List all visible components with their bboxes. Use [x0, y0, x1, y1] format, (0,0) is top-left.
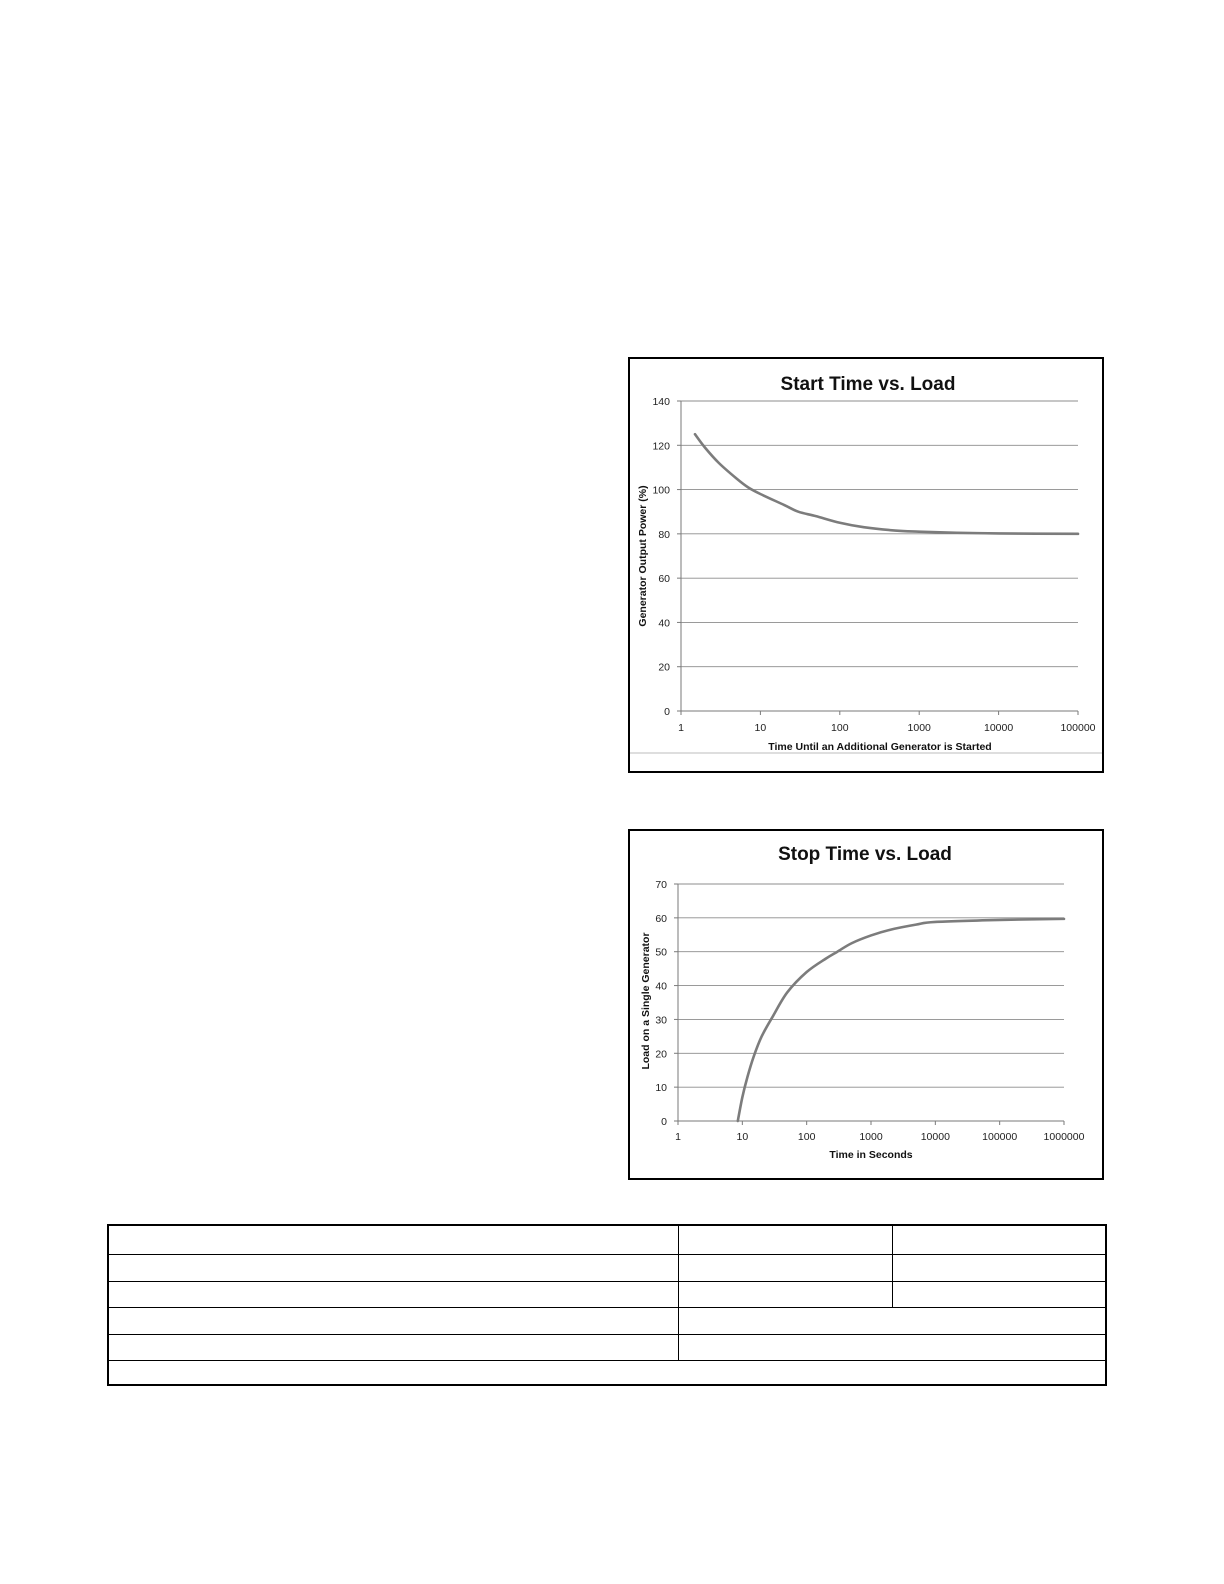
- x-tick-label: 10000: [983, 722, 1014, 734]
- x-tick-label: 1000: [907, 722, 931, 734]
- x-tick-label: 1000: [859, 1131, 883, 1143]
- stop-time-chart: [628, 829, 1104, 1180]
- y-axis-title: Generator Output Power (%): [637, 485, 649, 627]
- chart-title: Start Time vs. Load: [780, 374, 956, 395]
- x-tick-label: 100: [831, 722, 849, 734]
- x-tick-label: 1: [675, 1131, 681, 1143]
- chart-title: Stop Time vs. Load: [778, 844, 952, 865]
- stop-time-chart-svg: [628, 829, 1104, 1180]
- x-axis-title: Time Until an Additional Generator is Started: [768, 741, 992, 753]
- empty-table: [107, 1224, 1107, 1386]
- y-tick-label: 120: [652, 440, 670, 453]
- y-tick-label: 0: [661, 1116, 667, 1128]
- y-tick-label: 140: [652, 396, 670, 408]
- y-tick-label: 20: [658, 661, 670, 674]
- x-tick-label: 100000: [1060, 722, 1096, 734]
- table-row-divider: [109, 1307, 1105, 1308]
- x-axis-title: Time in Seconds: [829, 1149, 913, 1161]
- y-tick-label: 80: [658, 528, 670, 541]
- x-tick-label: 1000000: [1043, 1131, 1085, 1143]
- table-column-divider: [892, 1226, 893, 1307]
- x-tick-label: 100: [797, 1131, 816, 1143]
- x-tick-label: 1: [678, 722, 684, 734]
- table-row-divider: [109, 1334, 1105, 1335]
- chart-frame: [629, 358, 1103, 772]
- x-tick-label: 10: [754, 722, 767, 734]
- x-tick-label: 10: [736, 1131, 749, 1143]
- y-tick-label: 20: [655, 1048, 667, 1061]
- chart-frame: [629, 830, 1103, 1179]
- y-tick-label: 50: [655, 946, 667, 959]
- table-column-divider: [678, 1226, 679, 1360]
- table-row-divider: [109, 1281, 1105, 1282]
- y-tick-label: 60: [658, 573, 670, 586]
- start-time-chart: [628, 357, 1104, 773]
- table-row-divider: [109, 1254, 1105, 1255]
- x-tick-label: 10000: [920, 1131, 950, 1143]
- y-tick-label: 100: [652, 484, 670, 497]
- y-tick-label: 10: [655, 1082, 667, 1095]
- y-tick-label: 60: [655, 912, 667, 925]
- y-axis-title: Load on a Single Generator: [640, 932, 652, 1070]
- x-tick-label: 100000: [982, 1131, 1018, 1143]
- y-tick-label: 70: [655, 879, 667, 891]
- y-tick-label: 40: [658, 617, 670, 630]
- table-row-divider: [109, 1360, 1105, 1361]
- y-tick-label: 40: [655, 980, 667, 993]
- y-tick-label: 0: [664, 706, 670, 718]
- y-tick-label: 30: [655, 1014, 667, 1027]
- start-time-chart-svg: [628, 357, 1104, 773]
